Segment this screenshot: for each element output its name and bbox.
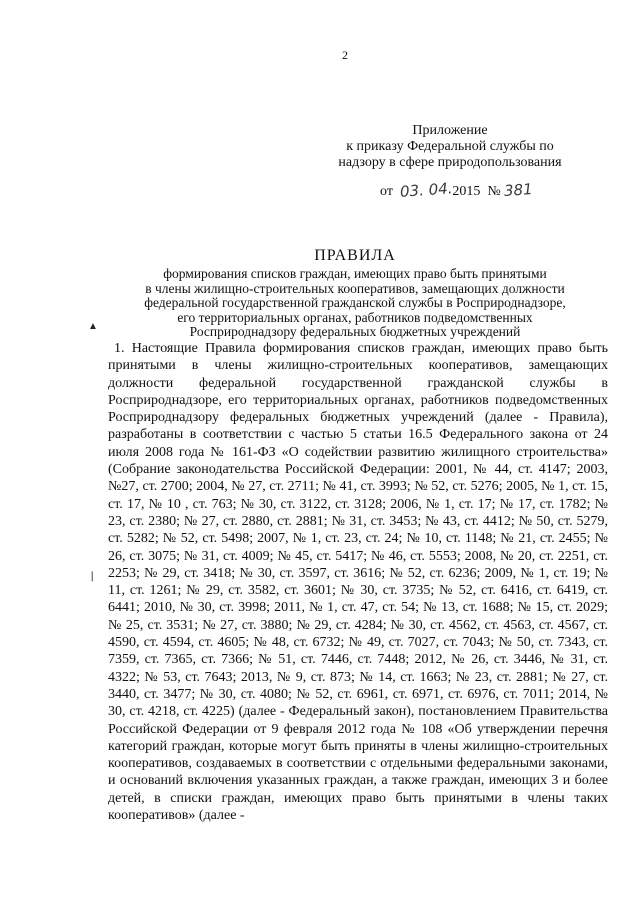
appendix-line: к приказу Федеральной службы по bbox=[346, 139, 554, 154]
handwritten-date: 03. 04. bbox=[399, 179, 453, 201]
page-number: 2 bbox=[342, 48, 348, 62]
handwritten-order-number: 381 bbox=[503, 180, 534, 200]
rules-subtitle-line: формирования списков граждан, имеющих право быть принятыми bbox=[163, 266, 547, 281]
rules-subtitle-line: в члены жилищно-строительных кооперативов, замещающих должности bbox=[145, 280, 565, 296]
number-prefix: № bbox=[487, 184, 501, 199]
date-year: 2015 bbox=[452, 184, 481, 199]
appendix-line: надзору в сфере природопользования bbox=[338, 155, 562, 170]
rules-title: ПРАВИЛА bbox=[314, 247, 396, 264]
appendix-block bbox=[300, 123, 600, 171]
appendix-title: Приложение bbox=[412, 123, 488, 138]
scan-artifact-mark: ❘ bbox=[88, 571, 97, 582]
scan-artifact-mark: ▲ bbox=[88, 321, 98, 332]
paragraph-1: 1. Настоящие Правила формирования списков граждан, имеющих право быть принятыми в члены жилищно-строительных кооперативов, замещающих должности федеральной государственной гражданской службы в Росприроднадзоре, его территориальных органах, работников подведомственных Росприроднадзору федеральных бюджетных учреждений (далее - Правила), разработаны в соответствии с частью 5 статьи 16.5 Федерального закона от 24 июля 2008 года № 161-ФЗ «О содействии развитию жилищного строительства» (Собрание законодательства Российской Федерации: 2001, № 44, ст. 4147; 2003, №27, ст. 2700; 2004, № 27, ст. 2711; № 41, ст. 3993; № 52, ст. 5276; 2005, № 1, ст. 15, ст. 17, № 10 , ст. 763; № 30, ст. 3122, ст. 3128; 2006, № 1, ст. 17; № 17, ст. 1782; № 23, ст. 2380; № 27, ст. 2880, ст. 2881; № 31, ст. 3453; № 43, ст. 4412; № 50, ст. 5279, ст. 5282; № 52, ст. 5498; 2007, № 1, ст. 23, ст. 24; № 10, ст. 1148; № 21, ст. 2455; № 26, ст. 3075; № 31, ст. 4009; № 45, ст. 5417; № 46, ст. 5553; 2008, № 20, ст. 2251, ст. 2253; № 29, ст. 3418; № 30, ст. 3597, ст. 3616; № 52, ст. 6236; 2009, № 1, ст. 19; № 11, ст. 1261; № 29, ст. 3582, ст. 3601; № 30, ст. 3735; № 52, ст. 6416, ст. 6419, ст. 6441; 2010, № 30, ст. 3998; 2011, № 1, ст. 47, ст. 54; № 13, ст. 1688; № 15, ст. 2029; № 25, ст. 3531; № 27, ст. 3880; № 29, ст. 4284; № 30, ст. 4562, ст. 4563, ст. 4567, ст. 4590, ст. 4594, ст. 4605; № 48, ст. 6732; № 49, ст. 7027, ст. 7043; № 50, ст. 7343, ст. 7359, ст. 7365, ст. 7366; № 51, ст. 7446, ст. 7448; 2012, № 26, ст. 3446, № 31, ст. 4322; № 53, ст. 7643; 2013, № 9, ст. 873; № 14, ст. 1663; № 23, ст. 2881; № 27, ст. 3440, ст. 3477; № 30, ст. 4080; № 52, ст. 6961, ст. 6971, ст. 6976, ст. 7011; 2014, № 30, ст. 4218, ст. 4225) (далее - Федеральный закон), постановлением Правительства Российской Федерации от 9 февраля 2012 года № 108 «Об утверждении перечня категорий граждан, которые могут быть приняты в члены жилищно-строительных кооперативов, создаваемых в соответствии с отдельными федеральными законами, и оснований включения указанных граждан, а также граждан, имеющих 3 и более детей, в списки граждан, имеющих право быть принятыми в члены таких кооперативов» (далее - bbox=[108, 341, 608, 824]
order-date-line bbox=[380, 181, 600, 201]
rules-subtitle-line: Росприроднадзору федеральных бюджетных учреждений bbox=[189, 324, 521, 339]
date-prefix: от bbox=[380, 184, 393, 199]
rules-subtitle-line: федеральной государственной гражданской службы в Росприроднадзоре, bbox=[144, 295, 566, 310]
rules-subtitle-line: его территориальных органах, работников подведомственных bbox=[177, 309, 533, 325]
rules-title-block bbox=[120, 247, 590, 340]
